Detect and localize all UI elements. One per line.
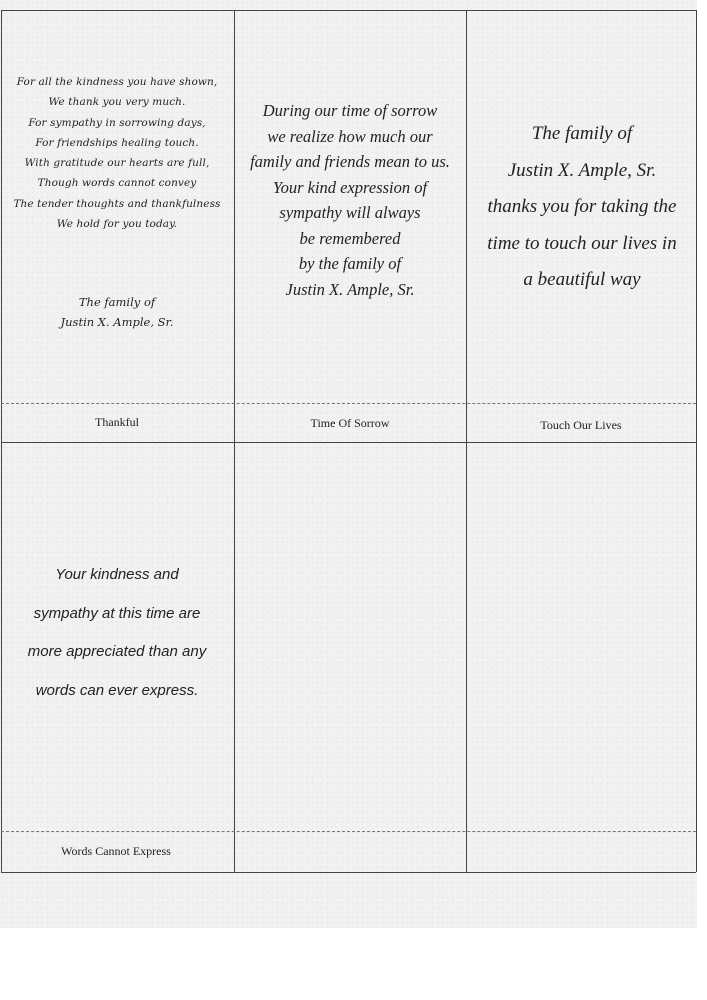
signature-line: Justin X. Ample, Sr.	[60, 315, 174, 329]
verse-line: Your kind expression of	[272, 177, 428, 197]
verse-line: family and friends mean to us.	[250, 152, 450, 171]
verse-line: be remembered	[299, 228, 401, 248]
fold-line-top-row	[1, 403, 696, 404]
verse-line: With gratitude our hearts are full,	[24, 157, 210, 170]
card-thankful-label: Thankful	[95, 415, 139, 429]
verse-line: thanks you for taking the	[487, 196, 677, 217]
verse-line: more appreciated than any	[27, 643, 207, 660]
card-time-of-sorrow-verse	[234, 98, 466, 302]
grid-line-middle	[1, 442, 696, 443]
grid-line-top	[1, 10, 696, 11]
verse-line: a beautiful way	[523, 269, 641, 290]
card-words-cannot-express-label: Words Cannot Express	[61, 844, 171, 858]
grid-line-bottom	[1, 872, 696, 873]
verse-line: time to touch our lives in	[487, 232, 677, 254]
card-time-of-sorrow-label: Time Of Sorrow	[310, 416, 390, 430]
card-thankful-signature	[0, 292, 234, 332]
verse-line: Though words cannot convey	[37, 177, 197, 190]
verse-line: For sympathy in sorrowing days,	[28, 116, 206, 129]
card-touch-our-lives-label: Touch Our Lives	[540, 418, 622, 432]
verse-line: We hold for you today.	[56, 218, 178, 231]
card-thankful-verse	[0, 72, 234, 234]
verse-line: For all the kindness you have shown,	[16, 76, 218, 88]
verse-line: Justin X. Ample, Sr.	[507, 159, 657, 181]
verse-line: sympathy at this time are	[33, 604, 201, 622]
fold-line-bottom-row	[1, 831, 696, 832]
verse-line: We thank you very much.	[48, 96, 186, 109]
verse-line: words can ever express.	[35, 681, 199, 699]
signature-line: The family of	[78, 295, 156, 309]
card-touch-our-lives-verse	[466, 116, 698, 299]
verse-line: we realize how much our	[267, 126, 433, 146]
verse-line: The family of	[531, 123, 633, 144]
card-words-cannot-express-verse	[0, 556, 234, 710]
verse-line: Justin X. Ample, Sr.	[285, 279, 415, 299]
verse-line: Your kindness and	[55, 566, 179, 583]
verse-line: by the family of	[298, 254, 402, 273]
verse-line: sympathy will always	[279, 203, 421, 222]
verse-line: For friendships healing touch.	[35, 136, 199, 149]
verse-line: The tender thoughts and thankfulness	[13, 197, 221, 210]
verse-line: During our time of sorrow	[262, 101, 438, 120]
